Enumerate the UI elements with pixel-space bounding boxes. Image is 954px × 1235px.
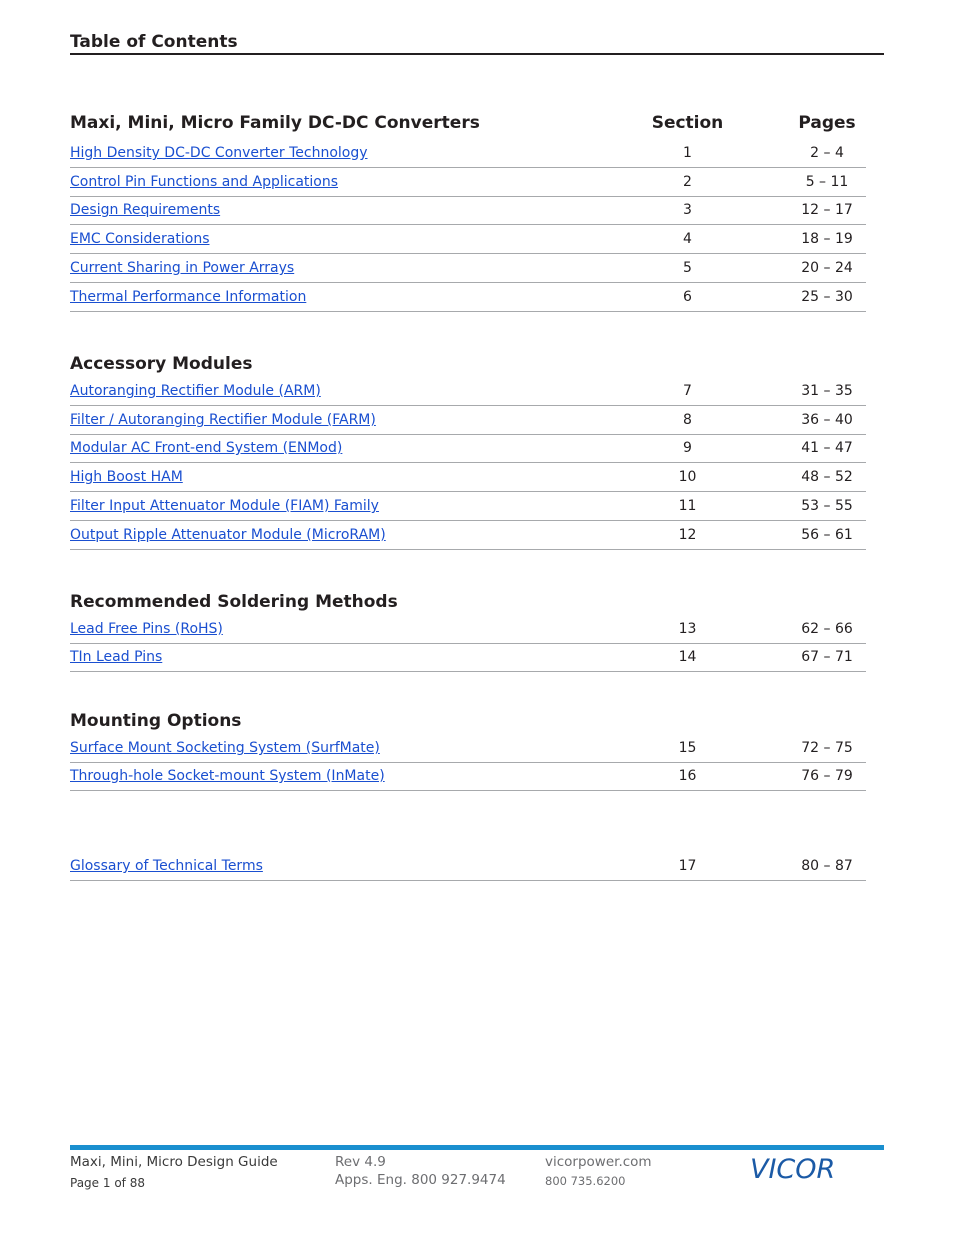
toc-link[interactable]: Thermal Performance Information (70, 289, 307, 305)
toc-link[interactable]: High Boost HAM (70, 469, 183, 485)
toc-row (70, 377, 866, 406)
toc-row (70, 521, 866, 550)
section-number: 10 (678, 469, 697, 485)
page-range: 12 – 17 (801, 202, 853, 218)
toc-link[interactable]: Modular AC Front-end System (ENMod) (70, 440, 343, 456)
section-number: 4 (683, 231, 692, 247)
page-range: 36 – 40 (801, 412, 853, 428)
page-range: 80 – 87 (801, 858, 853, 874)
group-header-accessory-modules (70, 351, 866, 377)
page-range: 18 – 19 (801, 231, 853, 247)
toc-row (70, 283, 866, 312)
section-number: 14 (678, 649, 697, 665)
toc-row (70, 406, 866, 435)
pages-column-header: Pages (798, 113, 856, 133)
toc-link[interactable]: Through-hole Socket-mount System (InMate) (70, 768, 385, 784)
toc-row (70, 139, 866, 168)
toc-link[interactable]: High Density DC-DC Converter Technology (70, 145, 368, 161)
group-title: Mounting Options (70, 711, 242, 731)
section-number: 3 (683, 202, 692, 218)
section-number: 15 (678, 740, 697, 756)
page-range: 67 – 71 (801, 649, 853, 665)
toc-link[interactable]: Lead Free Pins (RoHS) (70, 621, 223, 637)
section-number: 13 (678, 621, 697, 637)
website[interactable]: vicorpower.com (545, 1154, 652, 1170)
group-title: Accessory Modules (70, 354, 253, 374)
toc-link[interactable]: Glossary of Technical Terms (70, 858, 263, 874)
section-number: 6 (683, 289, 692, 305)
logo-text: VICOR (750, 1154, 836, 1184)
toc-row (70, 254, 866, 283)
page-footer (70, 1152, 884, 1192)
section-number: 11 (678, 498, 697, 514)
footer-bar (70, 1145, 884, 1150)
guide-title: Maxi, Mini, Micro Design Guide (70, 1154, 278, 1170)
section-number: 8 (683, 412, 692, 428)
group-header-converters (70, 110, 866, 136)
page-number: Page 1 of 88 (70, 1176, 145, 1190)
toc-link[interactable]: Control Pin Functions and Applications (70, 174, 339, 190)
section-number: 7 (683, 383, 692, 399)
page-range: 20 – 24 (801, 260, 853, 276)
group-title: Maxi, Mini, Micro Family DC-DC Converters (70, 113, 480, 133)
toc-row (70, 762, 866, 791)
toc-link[interactable]: Filter / Autoranging Rectifier Module (FARM) (70, 412, 376, 428)
page-range: 41 – 47 (801, 440, 853, 456)
page-range: 72 – 75 (801, 740, 853, 756)
page-range: 31 – 35 (801, 383, 853, 399)
toc-row (70, 225, 866, 254)
page-title: Table of Contents (70, 32, 238, 52)
page-range: 62 – 66 (801, 621, 853, 637)
page-range: 2 – 4 (810, 145, 844, 161)
section-column-header: Section (651, 113, 724, 133)
toc-row (70, 852, 866, 881)
section-number: 1 (683, 145, 692, 161)
page-header (70, 31, 884, 55)
section-number: 9 (683, 440, 692, 456)
group-title: Recommended Soldering Methods (70, 592, 398, 612)
page-range: 5 – 11 (805, 174, 849, 190)
toc-link[interactable]: Current Sharing in Power Arrays (70, 260, 295, 276)
group-header-soldering (70, 589, 866, 615)
toc-row (70, 168, 866, 197)
section-number: 17 (678, 858, 697, 874)
toc-link[interactable]: Output Ripple Attenuator Module (MicroRAM) (70, 527, 386, 543)
page-range: 56 – 61 (801, 527, 853, 543)
toc-row (70, 196, 866, 225)
toc-link[interactable]: Surface Mount Socketing System (SurfMate) (70, 740, 380, 756)
page-range: 53 – 55 (801, 498, 853, 514)
toc-row (70, 492, 866, 521)
toc-link[interactable]: Autoranging Rectifier Module (ARM) (70, 383, 321, 399)
phone: 800 735.6200 (545, 1174, 626, 1188)
page-range: 76 – 79 (801, 768, 853, 784)
vicor-logo (750, 1152, 884, 1184)
section-number: 16 (678, 768, 697, 784)
page-range: 48 – 52 (801, 469, 853, 485)
toc-link[interactable]: Filter Input Attenuator Module (FIAM) Family (70, 498, 379, 514)
apps-eng-phone: Apps. Eng. 800 927.9474 (335, 1172, 506, 1188)
toc-row (70, 463, 866, 492)
section-number: 5 (683, 260, 692, 276)
toc-link[interactable]: EMC Considerations (70, 231, 210, 247)
toc-row (70, 734, 866, 763)
toc-row (70, 434, 866, 463)
toc-link[interactable]: Design Requirements (70, 202, 221, 218)
toc-row (70, 643, 866, 672)
revision: Rev 4.9 (335, 1154, 386, 1170)
toc-row (70, 615, 866, 644)
page-range: 25 – 30 (801, 289, 853, 305)
section-number: 2 (683, 174, 692, 190)
group-header-mounting (70, 708, 866, 734)
section-number: 12 (678, 527, 697, 543)
toc-link[interactable]: TIn Lead Pins (70, 649, 163, 665)
